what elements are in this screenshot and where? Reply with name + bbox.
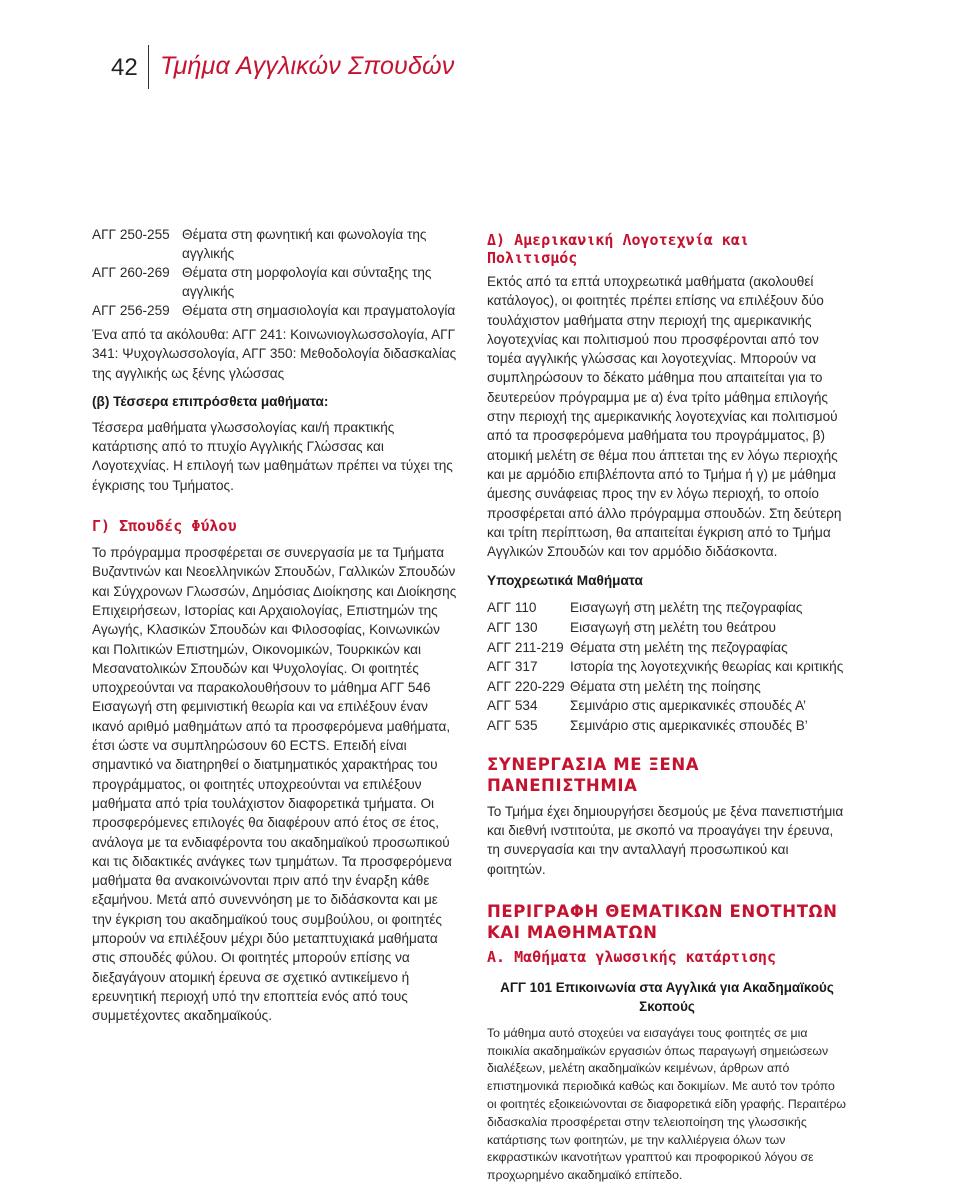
course-heading: ΑΓΓ 101 Επικοινωνία στα Αγγλικά για Ακαδημαϊκούς Σκοπούς [500,979,834,1014]
course-code: ΑΓΓ 535 [487,718,538,734]
cooperation-heading: ΣΥΝΕΡΓΑΣΙΑ ΜΕ ΞΕΝΑ ΠΑΝΕΠΙΣΤΗΜΙΑ [487,754,700,795]
course-title: Θέματα στη σημασιολογία και πραγματολογία [182,303,456,318]
course-code: ΑΓΓ 256-259 [92,303,170,318]
table-row [487,716,847,736]
table-row [487,638,847,658]
section-gamma-text: Το πρόγραμμα προσφέρεται σε συνεργασία με τα Τμήματα Βυζαντινών και Νεοελληνικών Σπουδών, Γαλλικών Σπουδών και Σύγχρονων Γλωσσών, Δημόσιας Διοίκησης και Διοίκησης Επιχειρήσεων, Ιστορίας και Αρχαιολογίας, Επιστημών της Αγωγής, Κλασικών Σπουδών και Φιλοσοφίας, Κοινωνικών και Πολιτικών Επιστημών, Οικονομικών, Τουρκικών και Μεσανατολικών Σπουδών και Ψυχολογίας. Οι φοιτητές υποχρεούνται να παρακολουθήσουν το μάθημα ΑΓΓ 546 Εισαγωγή στη φεμινιστική θεωρία και να επιλέξουν έναν ικανό αριθμό μαθημάτων από τα προσφερόμενα μαθήματα, έτσι ώστε να συμπληρώσουν 60 ECTS. Επειδή είναι σημαντικό να διατηρηθεί ο διατμηματικός χαρακτήρας του προγράμματος, οι φοιτητές υποχρεούνται να επιλέξουν μαθήματα από τρία τουλάχιστον διαφορετικά τμήματα. Οι προσφερόμενες επιλογές θα διαφέρουν από έτος σε έτος, ανάλογα με τα ενδιαφέροντα του ακαδημαϊκού προσωπικού και τις διδακτικές ανάγκες των τμημάτων. Τα προσφερόμενα μαθήματα θα ανακοινώνονται πριν από την έναρξη κάθε εξαμήνου. Μετά από συνεννόηση με το διδάσκοντα και με την έγκριση του ακαδημαϊκού τους συμβούλου, οι φοιτητές μπορούν να επιλέξουν μέχρι δύο μεταπτυχιακά μαθήματα στις σπουδές φύλου. Οι φοιτητές μπορούν επίσης να διεξαγάγουν ατομική έρευνα σε σχετικό αντικείμενο ή ερευνητική περιοχή υπό την εποπτεία ενός από τους συμμετέχοντες ακαδημαϊκούς. [92,545,457,1024]
course-title: Εισαγωγή στη μελέτη της πεζογραφίας [570,600,803,616]
table-row [487,677,847,697]
language-training-subheading: Α. Μαθήματα γλωσσικής κατάρτισης [487,947,776,966]
course-code: ΑΓΓ 211-219 [487,639,564,655]
course-code: ΑΓΓ 220-229 [487,678,565,694]
mandatory-courses-table [487,598,847,735]
course-code: ΑΓΓ 250-255 [92,227,170,242]
course-title: Θέματα στη φωνητική και φωνολογία της αγγλικής [182,227,427,261]
table-row [487,598,847,618]
table-row [487,696,847,716]
table-row [487,657,847,677]
cooperation-text: Το Τμήμα έχει δημιουργήσει δεσμούς με ξένα πανεπιστήμια και διεθνή ινστιτούτα, με σκοπό να προαγάγει την έρευνα, τη συνεργασία και την ανταλλαγή προσωπικού και φοιτητών. [487,803,844,877]
mandatory-courses-heading: Υποχρεωτικά Μαθήματα [487,573,643,589]
course-title: Σεμινάριο στις αμερικανικές σπουδές Α’ [570,698,807,714]
left-column [92,225,460,1026]
course-title: Σεμινάριο στις αμερικανικές σπουδές Β’ [570,718,808,734]
section-beta-heading: (β) Τέσσερα επιπρόσθετα μαθήματα: [92,393,329,409]
course-title: Ιστορία της λογοτεχνικής θεωρίας και κριτικής [570,659,844,675]
course-code: ΑΓΓ 110 [487,600,537,616]
elective-one-of-text: Ένα από τα ακόλουθα: ΑΓΓ 241: Κοινωνιογλωσσολογία, ΑΓΓ 341: Ψυχογλωσσολογία, ΑΓΓ 350: Μεθοδολογία διδασκαλίας της αγγλικής ως ξένης γλώσσας [92,327,457,381]
right-column [487,225,847,1185]
page-title: Τμήμα Αγγλικών Σπουδών [160,52,455,80]
course-code: ΑΓΓ 317 [487,659,538,675]
table-row [487,618,847,638]
course-row [92,301,460,320]
section-beta-text: Τέσσερα μαθήματα γλωσσολογίας και/ή πρακτικής κατάρτισης από το πτυχίο Αγγλικής Γλώσσας και Λογοτεχνίας. Η επιλογή των μαθημάτων πρέπει να τύχει της έγκρισης του Τμήματος. [92,419,453,493]
section-delta-text: Εκτός από τα επτά υποχρεωτικά μαθήματα (ακολουθεί κατάλογος), οι φοιτητές πρέπει επίσης να επιλέξουν δύο τουλάχιστον μαθήματα στην περιοχή της αμερικανικής λογοτεχνίας και πολιτισμού που προσφέρονται από τον τομέα αγγλικής γλώσσας και λογοτεχνίας. Μπορούν να συμπληρώσουν το δέκατο μάθημα που απαιτείται για το δευτερεύον πρόγραμμα με α) ένα τρίτο μάθημα επιλογής στην περιοχή της αμερικανικής λογοτεχνίας και πολιτισμού από τα προσφερόμενα μαθήματα του προγράμματος, β) ατομική μελέτη σε θέμα που άπτεται της εν λόγω περιοχής και με αρμόδιο επιβλέποντα από το Τμήμα ή γ) με μάθημα άμεσης συνάφειας προς την εν λόγω περιοχή, το οποίο προσφέρεται από άλλο πρόγραμμα σπουδών. Στη δεύτερη και τρίτη περίπτωση, θα απαιτείται έγκριση από το Τμήμα Αγγλικών Σπουδών και τον αρμόδιο διδάσκοντα. [487,274,842,560]
course-code: ΑΓΓ 260-269 [92,265,170,280]
section-delta-heading: Δ) Αμερικανική Λογοτεχνία και Πολιτισμός [487,231,749,267]
course-code: ΑΓΓ 130 [487,620,538,636]
course-title: Θέματα στη μελέτη της πεζογραφίας [570,639,788,655]
page-header [0,0,960,120]
course-title: Θέματα στη μελέτη της ποίησης [570,678,761,694]
header-divider [148,45,149,89]
course-row [92,263,460,301]
course-code: ΑΓΓ 534 [487,698,538,714]
course-title: Θέματα στη μορφολογία και σύνταξης της αγγλικής [182,265,432,299]
course-row [92,225,460,263]
course-description: Το μάθημα αυτό στοχεύει να εισαγάγει τους φοιτητές σε μια ποικιλία ακαδημαϊκών εργασιών όπως παραγωγή σημειώσεων διαλέξεων, μελέτη ακαδημαϊκών κειμένων, άρθρων από επιστημονικά περιοδικά καθώς και δοκιμίων. Με αυτό τον τρόπο οι φοιτητές εξοικειώνονται σε διαφορετικά είδη γραφής. Περαιτέρω διδασκαλία προσφέρεται στην τελειοποίηση της γλωσσικής κατάρτισης των φοιτητών, με την καλλιέργεια όλων των εκφραστικών ικανοτήτων γραπτού και προφορικού λόγου σε προχωρημένο ακαδημαϊκό επίπεδο. [487,1025,847,1183]
course-title: Εισαγωγή στη μελέτη του θεάτρου [570,620,776,636]
descriptions-heading: ΠΕΡΙΓΡΑΦΗ ΘΕΜΑΤΙΚΩΝ ΕΝΟΤΗΤΩΝ ΚΑΙ ΜΑΘΗΜΑΤΩΝ [487,901,838,942]
page-number: 42 [111,54,138,81]
section-gamma-heading: Γ) Σπουδές Φύλου [92,517,237,536]
